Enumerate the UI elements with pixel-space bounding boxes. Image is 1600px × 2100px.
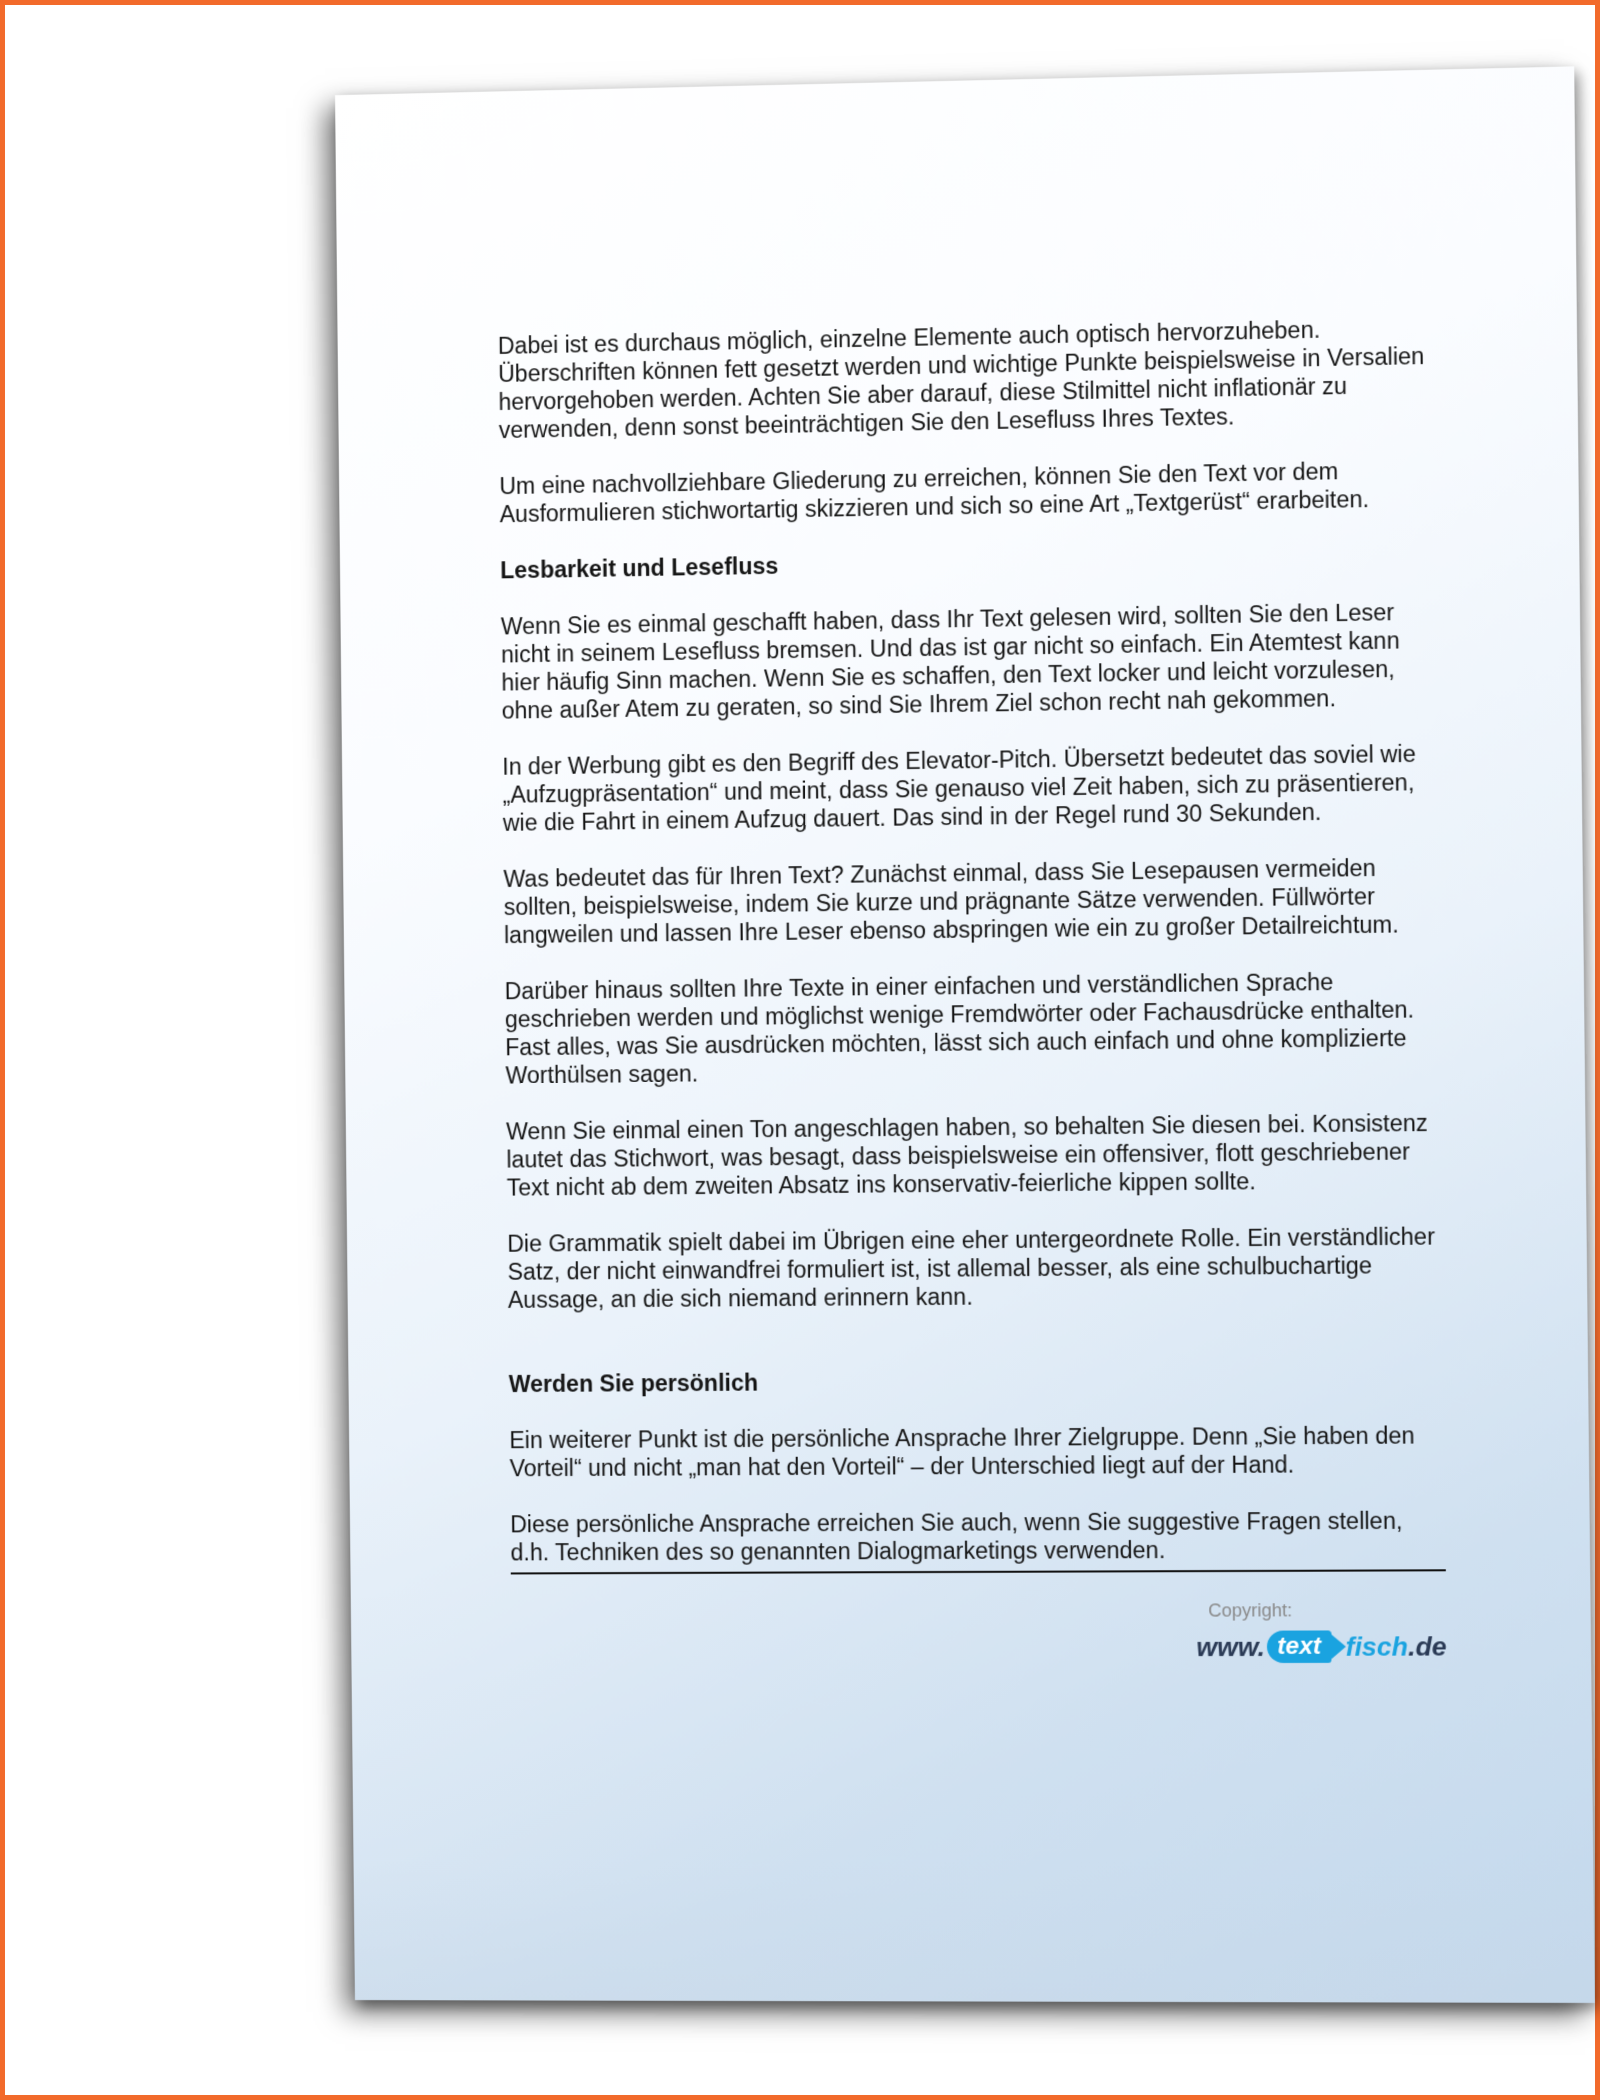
paragraph: Dabei ist es durchaus möglich, einzelne Elemente auch optisch hervorzuheben. Überschriften können fett gesetzt werden und wichtige Punkte beispielsweise in Versalien hervorgehoben werden. Achten Sie aber darauf, diese Stilmittel nicht inflationär zu verwenden, denn sonst beeinträchtigen Sie den Lesefluss Ihres Textes. xyxy=(497,316,1425,444)
section-heading-lesbarkeit: Lesbarkeit und Lesefluss xyxy=(500,552,779,584)
paragraph: Die Grammatik spielt dabei im Übrigen eine eher untergeordnete Rolle. Ein verständlicher Satz, der nicht einwandfrei formuliert ist, ist allemal besser, als eine schulbuchartige Aussage, an die sich niemand erinnern kann. xyxy=(507,1223,1436,1313)
document-page xyxy=(335,66,1595,2003)
logo-text: text xyxy=(1277,1632,1322,1660)
paragraph: Ein weiterer Punkt ist die persönliche Ansprache Ihrer Zielgruppe. Denn „Sie haben den Vorteil“ und nicht „man hat den Vorteil“ – der Unterschied liegt auf der Hand. xyxy=(509,1422,1415,1482)
copyright-label: Copyright: xyxy=(1208,1600,1293,1621)
paragraph: Was bedeutet das für Ihren Text? Zunächst einmal, dass Sie Lesepausen vermeiden sollten, beispielsweise, indem Sie kurze und prägnante Sätze verwenden. Füllwörter langweilen und lassen Ihre Leser ebenso abspringen wie ein zu großer Detailreichtum. xyxy=(503,854,1399,949)
paragraph: In der Werbung gibt es den Begriff des Elevator-Pitch. Übersetzt bedeutet das soviel wie „Aufzugpräsentation“ und meint, dass Sie genauso viel Zeit haben, sich zu präsentieren, wie die Fahrt in einem Aufzug dauert. Das sind in der Regel rund 30 Sekunden. xyxy=(502,740,1416,836)
section-heading-persoenlich: Werden Sie persönlich xyxy=(508,1369,759,1398)
document-content xyxy=(498,313,1447,1665)
logo-fisch: fisch xyxy=(1345,1631,1409,1662)
paragraph: Diese persönliche Ansprache erreichen Sie auch, wenn Sie suggestive Fragen stellen, d.h. Techniken des so genannten Dialogmarketings verwenden. xyxy=(510,1507,1403,1566)
textfisch-logo xyxy=(1196,1630,1447,1663)
paragraph: Darüber hinaus sollten Ihre Texte in einer einfachen und verständlichen Sprache geschrieben werden und möglichst wenige Fremdwörter oder Fachausdrücke enthalten. Fast alles, was Sie ausdrücken möchten, lässt sich auch einfach und ohne komplizierte Worthülsen sagen. xyxy=(504,968,1415,1089)
fish-icon xyxy=(1267,1630,1332,1663)
footer-divider xyxy=(511,1569,1446,1574)
logo-prefix: www. xyxy=(1196,1631,1266,1663)
fish-tail-icon xyxy=(1331,1634,1346,1658)
paragraph: Wenn Sie es einmal geschafft haben, dass Ihr Text gelesen wird, sollten Sie den Leser nicht in seinem Lesefluss bremsen. Und das ist gar nicht so einfach. Ein Atemtest kann hier häufig Sinn machen. Wenn Sie es schaffen, den Text locker und leicht vorzulesen, ohne außer Atem zu geraten, so sind Sie Ihrem Ziel schon recht nah gekommen. xyxy=(500,598,1400,724)
paragraph: Um eine nachvollziehbare Gliederung zu erreichen, können Sie den Text vor dem Ausformulieren stichwortartig skizzieren und sich so eine Art „Textgerüst“ erarbeiten. xyxy=(499,457,1370,528)
paragraph: Wenn Sie einmal einen Ton angeschlagen haben, so behalten Sie diesen bei. Konsistenz lautet das Stichwort, was besagt, dass beispielsweise ein offensiver, flott geschriebener Text nicht ab dem zweiten Absatz ins konservativ-feierliche kippen sollte. xyxy=(505,1109,1428,1201)
logo-suffix: .de xyxy=(1407,1631,1447,1662)
copyright-block xyxy=(511,1596,1447,1665)
